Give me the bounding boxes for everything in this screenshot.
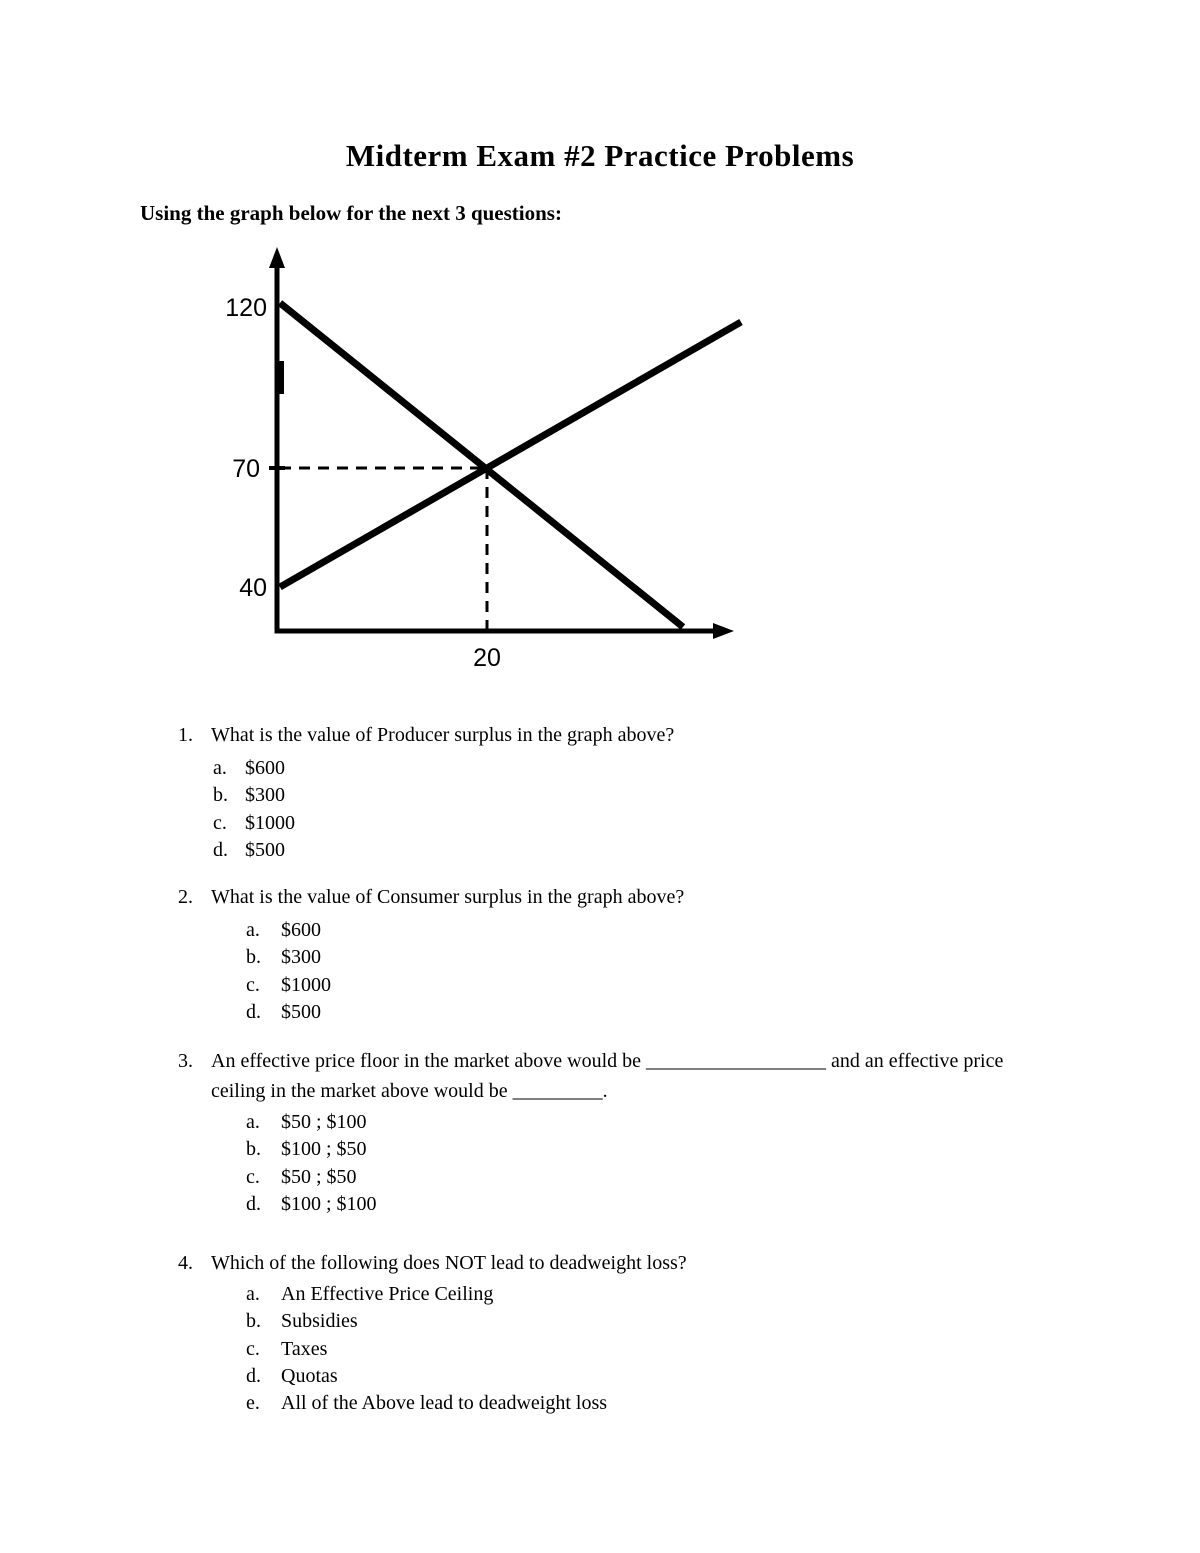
- option-row: [246, 1191, 1058, 1218]
- option-text: All of the Above lead to deadweight loss: [281, 1392, 608, 1415]
- x-axis-label-20: 20: [473, 644, 501, 672]
- option-text: $500: [281, 1000, 321, 1023]
- question-number: 4.: [178, 1252, 193, 1274]
- question-3: [178, 1046, 1058, 1218]
- option-letter: b.: [213, 784, 228, 807]
- option-text: $50 ; $100: [281, 1111, 367, 1133]
- option-row: [246, 1164, 1058, 1191]
- option-letter: e.: [246, 1392, 260, 1415]
- option-row: [246, 1363, 1058, 1390]
- option-letter: c.: [246, 1337, 260, 1360]
- question-4: [178, 1248, 1058, 1417]
- option-text: $500: [245, 838, 285, 861]
- supply-demand-graph: [180, 240, 760, 685]
- question-text: [211, 1046, 1003, 1106]
- option-text: $600: [245, 757, 285, 779]
- option-row: [246, 1281, 1058, 1308]
- option-row: [213, 837, 1058, 864]
- question-text-line-1: An effective price floor in the market above would be __________________ and an effective price: [211, 1050, 1004, 1072]
- axes: [277, 260, 720, 631]
- option-letter: d.: [246, 1192, 261, 1215]
- question-2: [178, 882, 1058, 1026]
- option-letter: a.: [246, 919, 260, 941]
- option-row: [246, 972, 1058, 999]
- option-letter: c.: [246, 973, 260, 996]
- option-letter: c.: [246, 1165, 260, 1188]
- option-row: [246, 944, 1058, 971]
- question-text: What is the value of Consumer surplus in the graph above?: [211, 886, 685, 908]
- option-row: [246, 1109, 1058, 1136]
- y-axis-label-120: 120: [225, 294, 267, 322]
- option-text: Taxes: [281, 1337, 328, 1360]
- option-text: $100 ; $100: [281, 1192, 377, 1215]
- option-row: [213, 782, 1058, 809]
- option-text: $1000: [245, 811, 295, 834]
- question-1: [178, 720, 1058, 864]
- option-letter: b.: [246, 1138, 261, 1161]
- option-letter: a.: [246, 1283, 260, 1305]
- option-text: $300: [281, 946, 321, 969]
- option-text: $300: [245, 784, 285, 807]
- y-axis-label-40: 40: [239, 574, 267, 602]
- option-row: [246, 1390, 1058, 1417]
- option-text: $600: [281, 919, 321, 941]
- y-axis-label-70: 70: [232, 455, 260, 483]
- options-list: [213, 755, 1058, 864]
- option-letter: d.: [213, 838, 228, 861]
- option-text: Subsidies: [281, 1310, 358, 1333]
- option-letter: c.: [213, 811, 227, 834]
- options-list: [246, 1109, 1058, 1218]
- page-title: Midterm Exam #2 Practice Problems: [345, 138, 855, 173]
- options-list: [246, 917, 1058, 1026]
- option-letter: d.: [246, 1000, 261, 1023]
- intro-instruction: Using the graph below for the next 3 questions:: [140, 201, 562, 225]
- x-axis-arrowhead-icon: [713, 623, 734, 639]
- option-row: [246, 1136, 1058, 1163]
- question-text-line-2: ceiling in the market above would be _________.: [211, 1080, 608, 1102]
- option-letter: b.: [246, 1310, 261, 1333]
- question-text: Which of the following does NOT lead to deadweight loss?: [211, 1252, 687, 1274]
- demand-curve: [280, 303, 683, 627]
- question-number: 1.: [178, 724, 193, 746]
- option-row: [213, 810, 1058, 837]
- option-row: [246, 1308, 1058, 1335]
- option-row: [246, 999, 1058, 1026]
- option-text: $1000: [281, 973, 331, 996]
- option-letter: a.: [246, 1111, 260, 1133]
- question-text: What is the value of Producer surplus in the graph above?: [211, 724, 675, 746]
- y-axis-arrowhead-icon: [269, 247, 285, 268]
- option-text: $50 ; $50: [281, 1165, 357, 1188]
- option-row: [246, 1336, 1058, 1363]
- option-text: Quotas: [281, 1364, 338, 1387]
- option-letter: d.: [246, 1364, 261, 1387]
- option-row: [246, 917, 1058, 944]
- question-number: 3.: [178, 1050, 193, 1072]
- option-letter: a.: [213, 757, 227, 779]
- option-text: An Effective Price Ceiling: [281, 1283, 494, 1305]
- options-list: [246, 1281, 1058, 1417]
- question-number: 2.: [178, 886, 193, 908]
- option-letter: b.: [246, 946, 261, 969]
- option-row: [213, 755, 1058, 782]
- option-text: $100 ; $50: [281, 1138, 367, 1161]
